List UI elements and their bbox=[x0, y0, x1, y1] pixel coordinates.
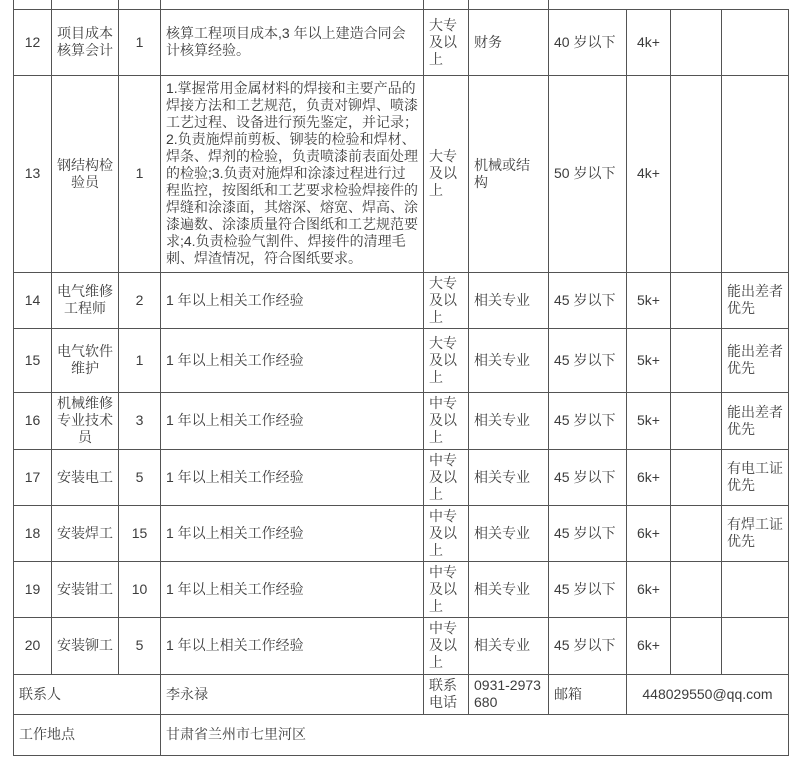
work-location-value: 甘肃省兰州市七里河区 bbox=[161, 714, 789, 755]
contact-phone-value: 0931-2973680 bbox=[469, 674, 549, 714]
cell-major: 相关专业 bbox=[469, 449, 549, 505]
cell-position: 机械维修专业技术员 bbox=[52, 392, 119, 449]
cell-position: 电气软件维护 bbox=[52, 328, 119, 392]
cell-note: 有焊工证优先 bbox=[722, 505, 789, 561]
table-row bbox=[14, 75, 789, 272]
cell-major: 相关专业 bbox=[469, 328, 549, 392]
cell-note: 能出差者优先 bbox=[722, 392, 789, 449]
cell-education: 大专及以上 bbox=[424, 75, 469, 272]
cell-no: 14 bbox=[14, 272, 52, 328]
cell-note: 有电工证优先 bbox=[722, 449, 789, 505]
cell-no: 16 bbox=[14, 392, 52, 449]
cell-requirements: 1 年以上相关工作经验 bbox=[161, 561, 424, 617]
cell-salary: 6k+ bbox=[627, 505, 671, 561]
stub-cell bbox=[14, 0, 52, 9]
table-row bbox=[14, 561, 789, 617]
cell-no: 13 bbox=[14, 75, 52, 272]
cell-education: 中专及以上 bbox=[424, 561, 469, 617]
cell-position: 电气维修工程师 bbox=[52, 272, 119, 328]
cell-education: 中专及以上 bbox=[424, 505, 469, 561]
contact-email-value: 448029550@qq.com bbox=[627, 674, 789, 714]
table-row bbox=[14, 392, 789, 449]
contact-phone-label: 联系电话 bbox=[424, 674, 469, 714]
spacer-cell bbox=[671, 449, 722, 505]
cell-salary: 5k+ bbox=[627, 392, 671, 449]
cell-count: 1 bbox=[119, 328, 161, 392]
spacer-cell bbox=[671, 328, 722, 392]
cell-count: 3 bbox=[119, 392, 161, 449]
cell-age: 50 岁以下 bbox=[549, 75, 627, 272]
cell-major: 相关专业 bbox=[469, 617, 549, 674]
cell-major: 相关专业 bbox=[469, 272, 549, 328]
cell-count: 5 bbox=[119, 617, 161, 674]
cell-count: 5 bbox=[119, 449, 161, 505]
cell-age: 40 岁以下 bbox=[549, 9, 627, 75]
cell-age: 45 岁以下 bbox=[549, 505, 627, 561]
table-row bbox=[14, 617, 789, 674]
cell-no: 20 bbox=[14, 617, 52, 674]
cell-requirements: 1.掌握常用金属材料的焊接和主要产品的焊接方法和工艺规范，负责对铆焊、喷漆工艺过程、设备进行预先鉴定，并记录；2.负责施焊前剪板、铆装的检验和焊材、焊条、焊剂的检验，负责喷漆前表面处理的检验;3.负责对施焊和涂漆过程进行过程监控，按图纸和工艺要求检验焊接件的焊缝和涂漆面，其熔深、熔宽、焊高、涂漆遍数、涂漆质量符合图纸和工艺规范要求;4.负责检验气割件、焊接件的清理毛刺、焊渣情况，符合图纸要求。 bbox=[161, 75, 424, 272]
cell-no: 18 bbox=[14, 505, 52, 561]
location-row bbox=[14, 714, 789, 755]
cell-education: 大专及以上 bbox=[424, 272, 469, 328]
cell-requirements: 1 年以上相关工作经验 bbox=[161, 617, 424, 674]
spacer-cell bbox=[671, 561, 722, 617]
contact-person-label: 联系人 bbox=[14, 674, 161, 714]
table-row bbox=[14, 505, 789, 561]
spacer-cell bbox=[671, 505, 722, 561]
cell-position: 项目成本核算会计 bbox=[52, 9, 119, 75]
cell-count: 15 bbox=[119, 505, 161, 561]
cell-major: 财务 bbox=[469, 9, 549, 75]
work-location-label: 工作地点 bbox=[14, 714, 161, 755]
cell-position: 钢结构检验员 bbox=[52, 75, 119, 272]
stub-cell bbox=[469, 0, 549, 9]
stub-cell bbox=[671, 0, 722, 9]
cell-note bbox=[722, 561, 789, 617]
cell-salary: 6k+ bbox=[627, 617, 671, 674]
stub-cell bbox=[119, 0, 161, 9]
stub-cell bbox=[52, 0, 119, 9]
cell-major: 相关专业 bbox=[469, 505, 549, 561]
contact-person-value: 李永禄 bbox=[161, 674, 424, 714]
cell-salary: 6k+ bbox=[627, 561, 671, 617]
cell-count: 10 bbox=[119, 561, 161, 617]
cell-requirements: 1 年以上相关工作经验 bbox=[161, 449, 424, 505]
cell-major: 相关专业 bbox=[469, 392, 549, 449]
cell-salary: 6k+ bbox=[627, 449, 671, 505]
cell-count: 1 bbox=[119, 9, 161, 75]
job-positions-table bbox=[13, 0, 789, 756]
cell-no: 19 bbox=[14, 561, 52, 617]
cell-salary: 5k+ bbox=[627, 272, 671, 328]
cell-age: 45 岁以下 bbox=[549, 449, 627, 505]
cell-major: 机械或结构 bbox=[469, 75, 549, 272]
cell-note bbox=[722, 617, 789, 674]
cell-education: 大专及以上 bbox=[424, 9, 469, 75]
spacer-cell bbox=[671, 392, 722, 449]
cell-age: 45 岁以下 bbox=[549, 561, 627, 617]
cell-note: 能出差者优先 bbox=[722, 328, 789, 392]
cell-note: 能出差者优先 bbox=[722, 272, 789, 328]
cell-education: 大专及以上 bbox=[424, 328, 469, 392]
table-row bbox=[14, 328, 789, 392]
cell-no: 12 bbox=[14, 9, 52, 75]
cell-note bbox=[722, 75, 789, 272]
cell-count: 2 bbox=[119, 272, 161, 328]
cell-age: 45 岁以下 bbox=[549, 617, 627, 674]
cell-requirements: 1 年以上相关工作经验 bbox=[161, 328, 424, 392]
table-row bbox=[14, 272, 789, 328]
stub-cell bbox=[722, 0, 789, 9]
cell-no: 15 bbox=[14, 328, 52, 392]
cell-count: 1 bbox=[119, 75, 161, 272]
cell-no: 17 bbox=[14, 449, 52, 505]
cell-age: 45 岁以下 bbox=[549, 328, 627, 392]
spacer-cell bbox=[671, 9, 722, 75]
cell-age: 45 岁以下 bbox=[549, 392, 627, 449]
cell-requirements: 核算工程项目成本,3 年以上建造合同会计核算经验。 bbox=[161, 9, 424, 75]
cell-requirements: 1 年以上相关工作经验 bbox=[161, 272, 424, 328]
cell-education: 中专及以上 bbox=[424, 392, 469, 449]
stub-cell bbox=[424, 0, 469, 9]
contact-email-label: 邮箱 bbox=[549, 674, 627, 714]
spacer-cell bbox=[671, 617, 722, 674]
cell-salary: 4k+ bbox=[627, 75, 671, 272]
cell-salary: 5k+ bbox=[627, 328, 671, 392]
table-row bbox=[14, 9, 789, 75]
cell-position: 安装钳工 bbox=[52, 561, 119, 617]
cell-position: 安装铆工 bbox=[52, 617, 119, 674]
spacer-cell bbox=[671, 75, 722, 272]
cell-education: 中专及以上 bbox=[424, 617, 469, 674]
spacer-cell bbox=[671, 272, 722, 328]
cell-position: 安装焊工 bbox=[52, 505, 119, 561]
stub-cell bbox=[627, 0, 671, 9]
cell-position: 安装电工 bbox=[52, 449, 119, 505]
cell-note bbox=[722, 9, 789, 75]
cell-requirements: 1 年以上相关工作经验 bbox=[161, 392, 424, 449]
stub-cell bbox=[161, 0, 424, 9]
cell-age: 45 岁以下 bbox=[549, 272, 627, 328]
cropped-row-stub bbox=[14, 0, 789, 9]
contact-row bbox=[14, 674, 789, 714]
cell-requirements: 1 年以上相关工作经验 bbox=[161, 505, 424, 561]
cell-major: 相关专业 bbox=[469, 561, 549, 617]
cell-salary: 4k+ bbox=[627, 9, 671, 75]
cell-education: 中专及以上 bbox=[424, 449, 469, 505]
stub-cell bbox=[549, 0, 627, 9]
table-row bbox=[14, 449, 789, 505]
